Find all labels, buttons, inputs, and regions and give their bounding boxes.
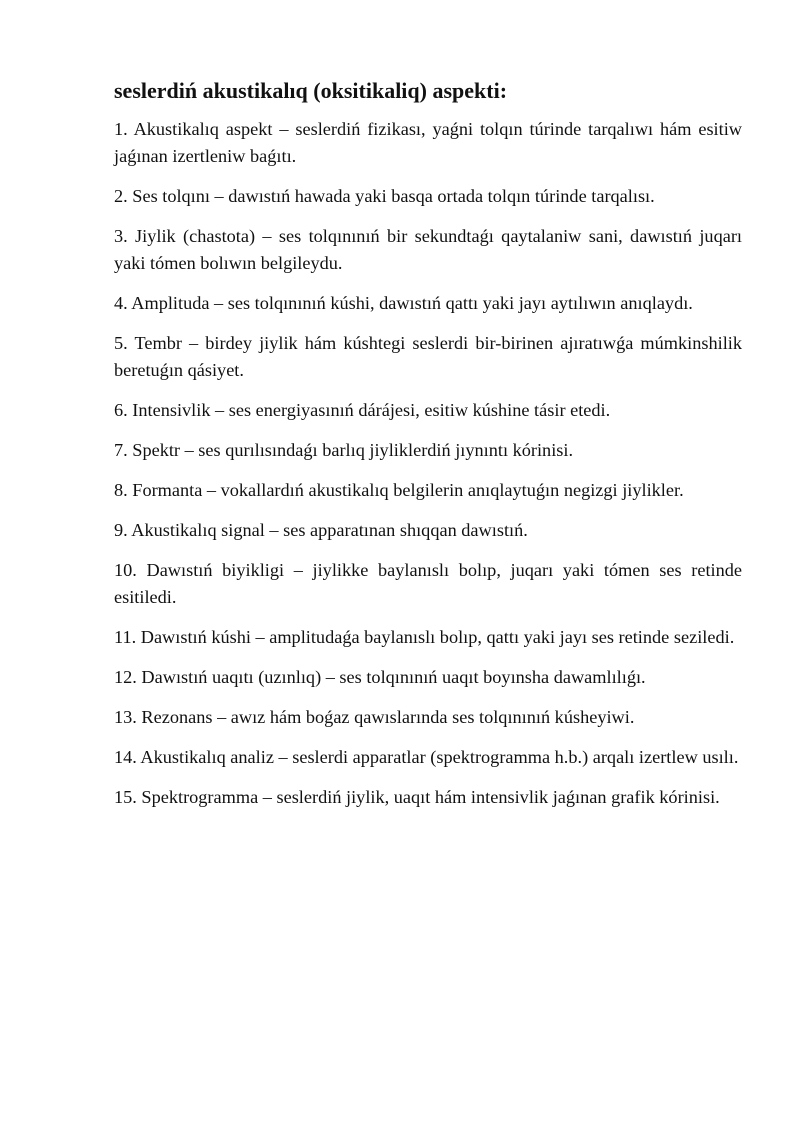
term-item-3: 3. Jiylik (chastota) – ses tolqınınıń bir sekundtaǵı qaytalaniw sani, dawıstıń juqarı yaki tómen bolıwın belgileydu. (114, 226, 742, 273)
term-item-13: 13. Rezonans – awız hám boǵaz qawıslarında ses tolqınınıń kúsheyiwi. (114, 707, 635, 727)
term-item-6: 6. Intensivlik – ses energiyasınıń dárájesi, esitiw kúshine tásir etedi. (114, 400, 611, 420)
term-item-10: 10. Dawıstıń biyikligi – jiylikke baylanıslı bolıp, juqarı yaki tómen ses retinde esitiledi. (114, 560, 742, 607)
term-item-15: 15. Spektrogramma – seslerdiń jiylik, uaqıt hám intensivlik jaǵınan grafik kórinisi. (114, 787, 720, 807)
term-item-1: 1. Akustikalıq aspekt – seslerdiń fizikası, yaǵni tolqın túrinde tarqalıwı hám esitiw jaǵınan izertleniw baǵıtı. (114, 119, 742, 166)
term-item-8: 8. Formanta – vokallardıń akustikalıq belgilerin anıqlaytuǵın negizgi jiylikler. (114, 480, 684, 500)
term-item-5: 5. Tembr – birdey jiylik hám kúshtegi seslerdi bir-birinen ajıratıwǵa múmkinshilik beretuǵın qásiyet. (114, 333, 742, 380)
term-item-12: 12. Dawıstıń uaqıtı (uzınlıq) – ses tolqınınıń uaqıt boyınsha dawamlılıǵı. (114, 667, 646, 687)
document-page (114, 76, 742, 824)
term-item-2: 2. Ses tolqını – dawıstıń hawada yaki basqa ortada tolqın túrinde tarqalısı. (114, 186, 655, 206)
term-item-11: 11. Dawıstıń kúshi – amplitudaǵa baylanıslı bolıp, qattı yaki jayı ses retinde seziledi. (114, 627, 735, 647)
term-item-9: 9. Akustikalıq signal – ses apparatınan shıqqan dawıstıń. (114, 520, 528, 540)
term-list (114, 116, 742, 811)
term-item-4: 4. Amplituda – ses tolqınınıń kúshi, dawıstıń qattı yaki jayı aytılıwın anıqlaydı. (114, 293, 693, 313)
section-heading: seslerdiń akustikalıq (oksitikaliq) aspekti: (114, 78, 508, 103)
term-item-14: 14. Akustikalıq analiz – seslerdi apparatlar (spektrogramma h.b.) arqalı izertlew usılı. (114, 747, 739, 767)
term-item-7: 7. Spektr – ses qurılısındaǵı barlıq jiyliklerdiń jıynıntı kórinisi. (114, 440, 574, 460)
